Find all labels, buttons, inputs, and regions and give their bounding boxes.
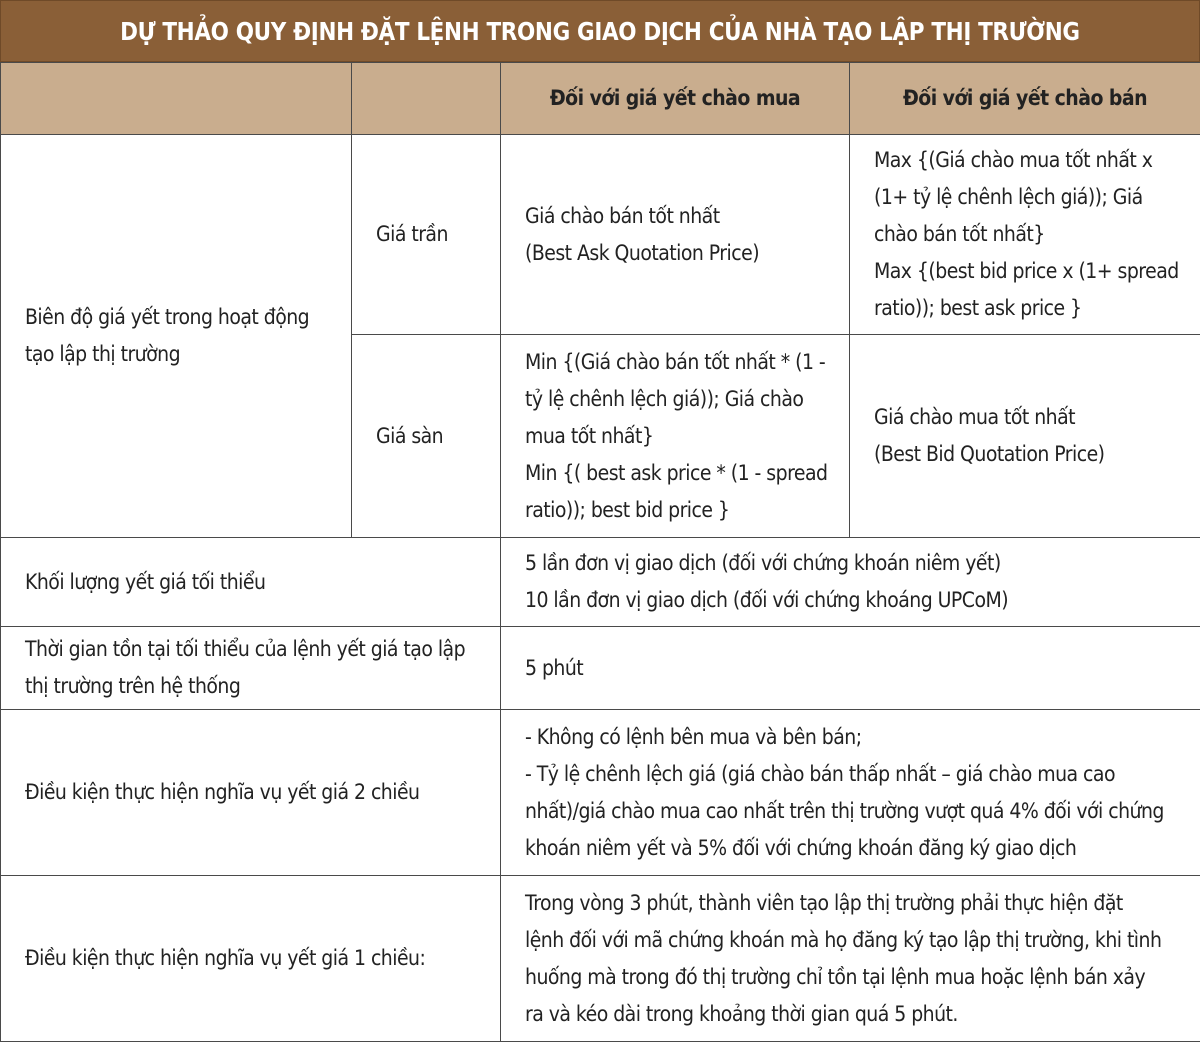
table-title-banner [0,0,1200,62]
table-row-min-volume [1,538,1200,627]
min-volume-label: Khối lượng yết giá tối thiểu [1,538,501,627]
min-volume-value: 5 lần đơn vị giao dịch (đối với chứng khoán niêm yết) 10 lần đơn vị giao dịch (đối với chứng khoáng UPCoM) [501,538,1200,627]
two-way-value: - Không có lệnh bên mua và bên bán; - Tỷ lệ chênh lệch giá (giá chào bán thấp nhất – giá chào mua cao nhất)/giá chào mua cao nhất trên thị trường vượt quá 4% đối với chứng khoán niêm yết và 5% đối với chứng khoán đăng ký giao dịch [501,710,1200,876]
floor-ask-cell: Giá chào mua tốt nhất (Best Bid Quotation Price) [850,335,1200,538]
header-cell-empty-1 [1,63,352,135]
table-header-row [1,63,1200,135]
one-way-label: Điều kiện thực hiện nghĩa vụ yết giá 1 chiều: [1,876,501,1042]
header-cell-empty-2 [352,63,501,135]
two-way-label: Điều kiện thực hiện nghĩa vụ yết giá 2 chiều [1,710,501,876]
floor-bid-cell: Min {(Giá chào bán tốt nhất * (1 - tỷ lệ chênh lệch giá)); Giá chào mua tốt nhất} Min {( best ask price * (1 - spread ratio)); best bid price } [501,335,850,538]
one-way-value: Trong vòng 3 phút, thành viên tạo lập thị trường phải thực hiện đặt lệnh đối với mã chứng khoán mà họ đăng ký tạo lập thị trường, khi tình huống mà trong đó thị trường chỉ tồn tại lệnh mua hoặc lệnh bán xảy ra và kéo dài trong khoảng thời gian quá 5 phút. [501,876,1200,1042]
min-duration-label: Thời gian tồn tại tối thiểu của lệnh yết giá tạo lập thị trường trên hệ thống [1,627,501,710]
ceiling-ask-cell: Max {(Giá chào mua tốt nhất x (1+ tỷ lệ chênh lệch giá)); Giá chào bán tốt nhất} Max {(best bid price x (1+ spread ratio)); best ask price } [850,135,1200,335]
table-title: DỰ THẢO QUY ĐỊNH ĐẶT LỆNH TRONG GIAO DỊCH CỦA NHÀ TẠO LẬP THỊ TRƯỜNG [120,16,1080,46]
header-cell-bid: Đối với giá yết chào mua [501,63,850,135]
table-row-one-way [1,876,1200,1042]
table-row-two-way [1,710,1200,876]
table-row-ceiling [1,135,1200,335]
ceiling-price-label: Giá trần [352,135,501,335]
table-row-min-duration [1,627,1200,710]
min-duration-value: 5 phút [501,627,1200,710]
header-cell-ask: Đối với giá yết chào bán [850,63,1200,135]
ceiling-bid-cell: Giá chào bán tốt nhất (Best Ask Quotation Price) [501,135,850,335]
floor-price-label: Giá sàn [352,335,501,538]
regulation-table [0,62,1200,1042]
price-band-label: Biên độ giá yết trong hoạt động tạo lập thị trường [1,135,352,538]
